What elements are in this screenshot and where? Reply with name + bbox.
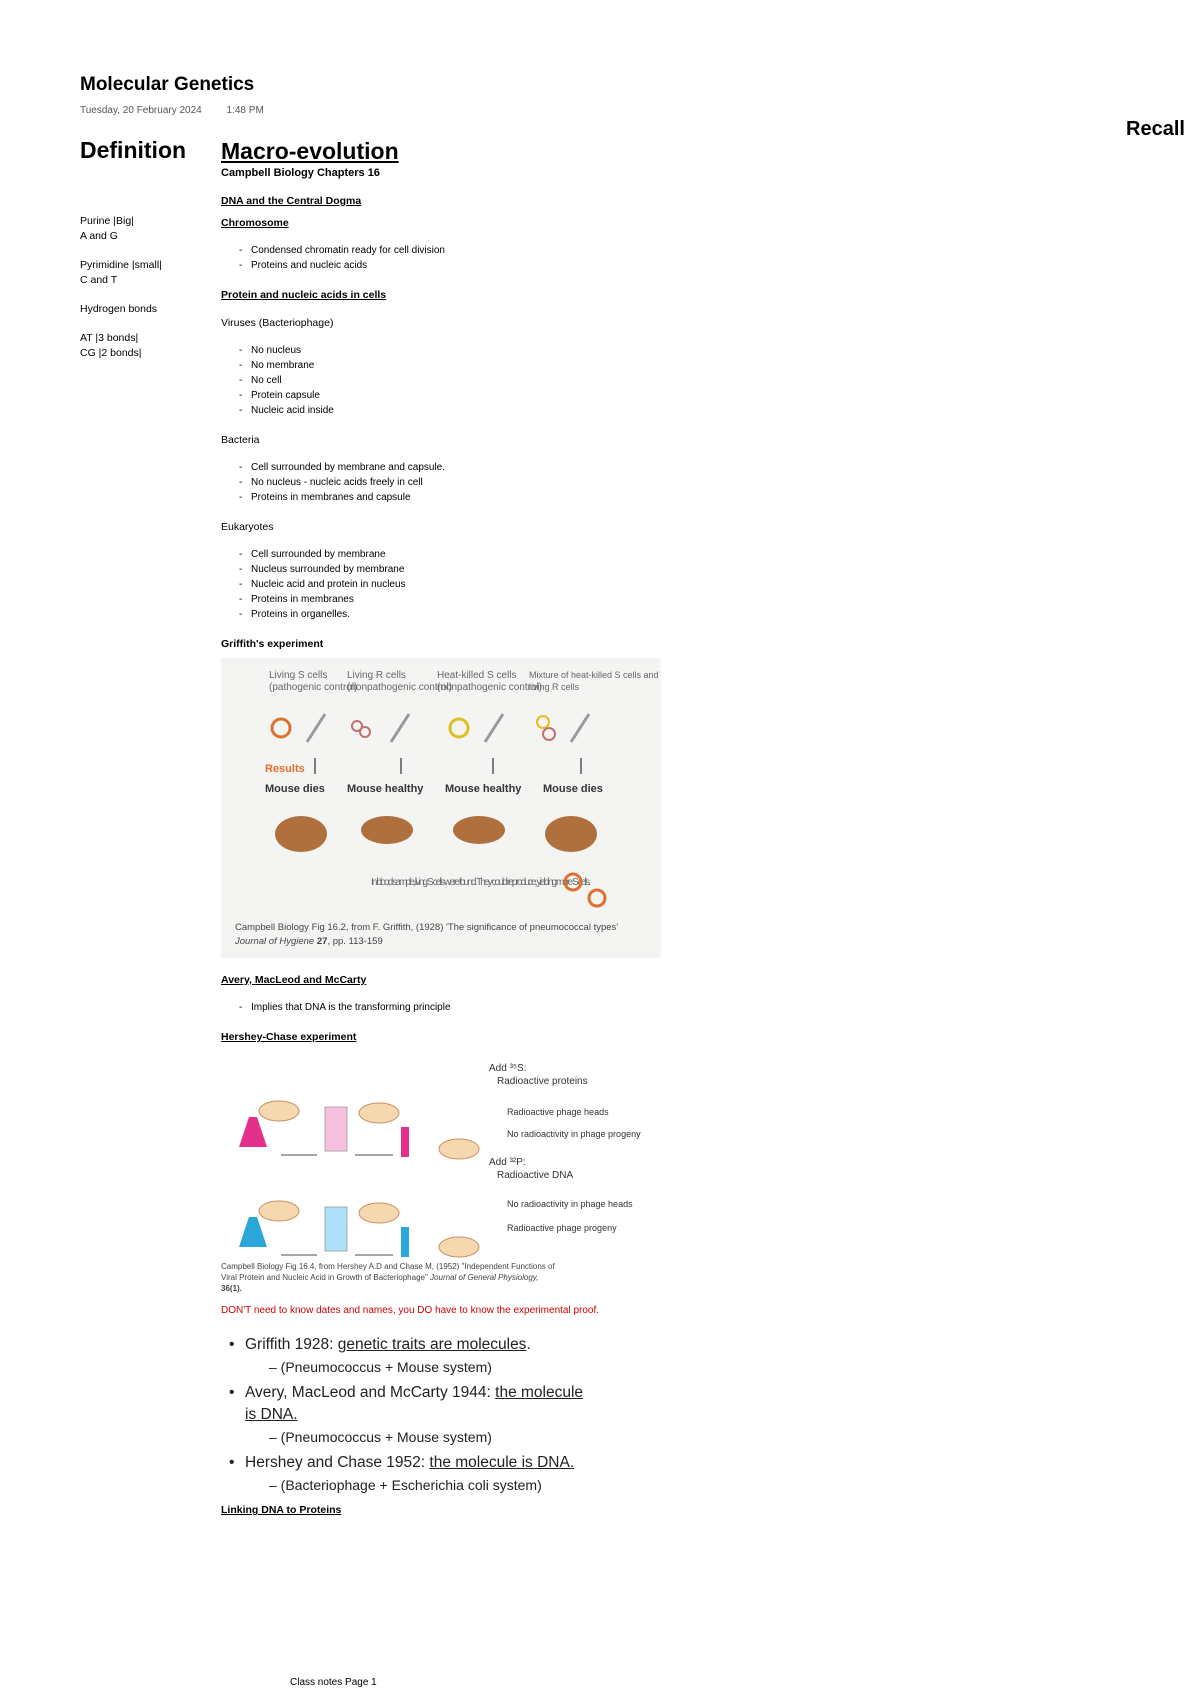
chromosome-list [221, 243, 781, 273]
journal-pages: , pp. 113-159 [327, 936, 383, 947]
figure-caption: 36(1). [221, 1284, 242, 1293]
list-item: - Proteins and nucleic acids [251, 258, 781, 273]
mouse-icon [361, 816, 413, 844]
svg-text:Viral Protein and Nucleic Acid [221, 1273, 538, 1282]
summary-point: • Avery, MacLeod and McCarty 1944: the molecule is DNA. [229, 1382, 589, 1426]
heading-dna-central-dogma: DNA and the Central Dogma [221, 195, 362, 207]
cell-sub: (pathogenic control) [269, 682, 358, 693]
griffith-diagram [221, 658, 661, 958]
blood-note-line: In blood sample, living S cells were found. They could reproduce, yielding more S cells. [371, 877, 591, 888]
heading-linking: Linking DNA to Proteins [221, 1504, 342, 1516]
page-time: 1:48 PM [226, 105, 264, 116]
eukaryote-list [221, 547, 781, 622]
summary-subpoint: – (Pneumococcus + Mouse system) [269, 1429, 492, 1445]
list-item: - Cell surrounded by membrane and capsule. [251, 460, 781, 475]
bacterium-icon [259, 1101, 299, 1121]
bullet-s-sub: Radioactive proteins [497, 1076, 588, 1087]
list-item: - No nucleus - nucleic acids freely in cell [251, 475, 781, 490]
heading-griffith: Griffith's experiment [221, 638, 324, 650]
s-item: Radioactive phage heads [507, 1107, 609, 1117]
test-tube-icon [401, 1227, 409, 1257]
flask-icon [239, 1217, 267, 1247]
summary-point: • Hershey and Chase 1952: the molecule is DNA. [229, 1452, 589, 1474]
list-item: - No cell [251, 373, 781, 388]
definition-list [80, 214, 190, 375]
bullet-s: Add ³⁵S: [489, 1063, 527, 1074]
figure-caption: Viral Protein and Nucleic Acid in Growth of Bacteriophage" [221, 1273, 428, 1282]
virus-list [221, 343, 781, 418]
list-item: - Implies that DNA is the transforming principle [251, 1000, 781, 1015]
list-item: - Proteins in membranes and capsule [251, 490, 781, 505]
r-cell-icon [543, 728, 555, 740]
result-label: Mouse dies [543, 783, 603, 795]
hershey-figure [221, 1057, 641, 1293]
figure-caption: Campbell Biology Fig 16.2, from F. Griffith, (1928) 'The significance of pneumococcal types' [235, 922, 619, 933]
heading-protein-nucleic: Protein and nucleic acids in cells [221, 289, 387, 301]
s-cell-icon [589, 890, 605, 906]
heading-viruses: Viruses (Bacteriophage) [221, 317, 334, 329]
flask-icon [239, 1117, 267, 1147]
p-item: Radioactive phage progeny [507, 1223, 617, 1233]
s-cell-icon [272, 719, 290, 737]
bacteria-list [221, 460, 781, 505]
definition-item: Purine |Big| A and G [80, 215, 134, 242]
definition-item: AT |3 bonds| CG |2 bonds| [80, 332, 142, 359]
cell-sub: living R cells [529, 682, 580, 692]
mouse-icon [545, 816, 597, 852]
heat-killed-cell-icon [450, 719, 468, 737]
page-title: Molecular Genetics [80, 74, 255, 95]
journal-volume: 27 [316, 936, 328, 947]
result-label: Mouse healthy [347, 783, 424, 795]
s-item: No radioactivity in phage progeny [507, 1129, 641, 1139]
r-cell-icon [360, 727, 370, 737]
bacterium-icon [259, 1201, 299, 1221]
summary-subpoint: – (Pneumococcus + Mouse system) [269, 1359, 492, 1375]
blender-icon [325, 1207, 347, 1251]
mouse-icon [453, 816, 505, 844]
svg-text:Journal of Hygiene 27, pp. 113 [234, 936, 383, 947]
heading-bacteria: Bacteria [221, 434, 260, 446]
result-label: Mouse healthy [445, 783, 522, 795]
warning-note: DON'T need to know dates and names, you DO have to know the experimental proof. [221, 1305, 600, 1316]
result-label: Mouse dies [265, 783, 325, 795]
summary-subpoint: – (Bacteriophage + Escherichia coli system) [269, 1477, 542, 1493]
cell-label: Mixture of heat-killed S cells and [529, 670, 659, 680]
list-item: - No nucleus [251, 343, 781, 358]
p-item: No radioactivity in phage heads [507, 1199, 633, 1209]
cell-sub: (nonpathogenic control) [347, 682, 453, 693]
heading-eukaryotes: Eukaryotes [221, 521, 274, 533]
syringe-icon [485, 714, 503, 742]
subtitle: Campbell Biology Chapters 16 [221, 167, 380, 179]
heat-killed-cell-icon [537, 716, 549, 728]
heading-hershey: Hershey-Chase experiment [221, 1031, 357, 1043]
list-item: - No membrane [251, 358, 781, 373]
cell-label: Living R cells [347, 670, 406, 681]
list-item: - Proteins in organelles. [251, 607, 781, 622]
list-item: - Protein capsule [251, 388, 781, 403]
syringe-icon [307, 714, 325, 742]
page-date: Tuesday, 20 February 2024 [80, 105, 202, 116]
test-tube-icon [401, 1127, 409, 1157]
griffith-figure [221, 658, 661, 958]
bacterium-icon [439, 1139, 479, 1159]
heading-chromosome: Chromosome [221, 217, 289, 229]
syringe-icon [571, 714, 589, 742]
definition-heading: Definition [80, 137, 187, 163]
bacterium-icon [359, 1103, 399, 1123]
blender-icon [325, 1107, 347, 1151]
list-item: - Nucleic acid and protein in nucleus [251, 577, 781, 592]
list-item: - Nucleic acid inside [251, 403, 781, 418]
cell-label: Living S cells [269, 670, 328, 681]
main-notes [221, 138, 781, 1516]
heading-avery: Avery, MacLeod and McCarty [221, 974, 367, 986]
list-item: - Nucleus surrounded by membrane [251, 562, 781, 577]
definition-item: Pyrimidine |small| C and T [80, 259, 162, 286]
journal-name: Journal of Hygiene [235, 936, 315, 947]
summary-point: • Griffith 1928: genetic traits are molecules. [229, 1334, 589, 1356]
page-meta [80, 105, 264, 116]
list-item: - Condensed chromatin ready for cell division [251, 243, 781, 258]
section-title: Macro-evolution [221, 138, 399, 164]
bullet-p-sub: Radioactive DNA [497, 1170, 574, 1181]
cell-label: Heat-killed S cells [437, 670, 517, 681]
bullet-p: Add ³²P: [489, 1157, 526, 1168]
cell-sub: (nonpathogenic control) [437, 682, 543, 693]
figure-caption: Campbell Biology Fig 16.4, from Hershey A.D and Chase M, (1952) "Independent Functions of [221, 1262, 555, 1271]
summary-points [221, 1334, 589, 1496]
syringe-icon [391, 714, 409, 742]
mouse-icon [275, 816, 327, 852]
results-label: Results [265, 763, 305, 775]
page-footer: Class notes Page 1 [290, 1677, 377, 1688]
hershey-diagram [221, 1057, 641, 1293]
avery-list [221, 1000, 781, 1015]
definition-item: Hydrogen bonds [80, 303, 158, 315]
bacterium-icon [359, 1203, 399, 1223]
recall-heading: Recall [1126, 118, 1185, 140]
list-item: - Cell surrounded by membrane [251, 547, 781, 562]
journal-name: Journal of General Physiology, [430, 1273, 539, 1282]
bacterium-icon [439, 1237, 479, 1257]
list-item: - Proteins in membranes [251, 592, 781, 607]
